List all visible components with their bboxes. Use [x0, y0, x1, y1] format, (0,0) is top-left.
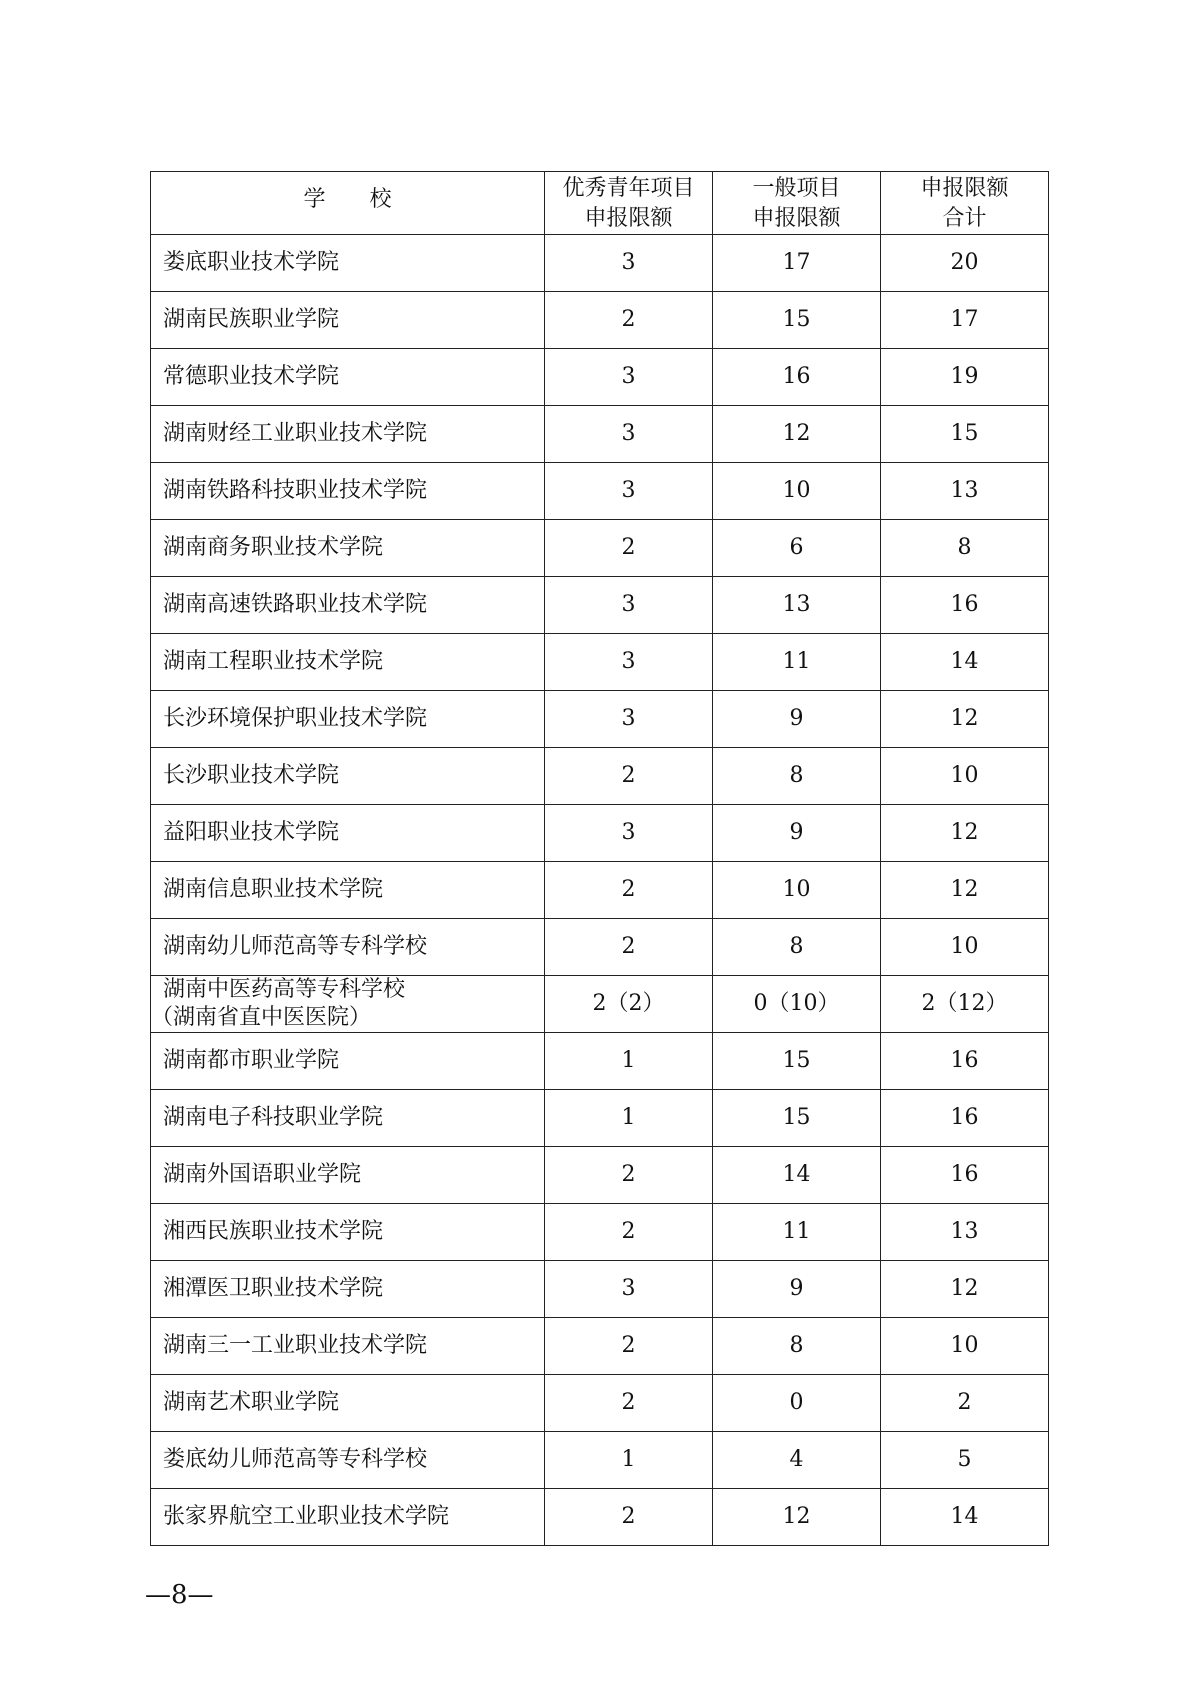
excellent-quota-cell: 2	[545, 292, 713, 349]
total-quota-cell: 5	[881, 1432, 1049, 1489]
total-quota-cell: 17	[881, 292, 1049, 349]
header-general-line1: 一般项目	[752, 176, 841, 201]
school-name-cell: 湖南商务职业技术学院	[151, 520, 545, 577]
school-name-cell: 湖南电子科技职业学院	[151, 1090, 545, 1147]
excellent-quota-cell: 3	[545, 349, 713, 406]
table-row	[151, 862, 1049, 919]
general-quota-cell: 8	[713, 748, 881, 805]
table-row	[151, 805, 1049, 862]
general-quota-cell: 9	[713, 805, 881, 862]
header-excellent	[545, 172, 713, 235]
total-quota-cell: 8	[881, 520, 1049, 577]
general-quota-cell: 10	[713, 862, 881, 919]
general-quota-cell: 4	[713, 1432, 881, 1489]
total-quota-cell: 15	[881, 406, 1049, 463]
excellent-quota-cell: 3	[545, 577, 713, 634]
table-row	[151, 691, 1049, 748]
header-excellent-line2: 申报限额	[584, 206, 673, 231]
general-quota-cell: 12	[713, 406, 881, 463]
general-quota-cell: 6	[713, 520, 881, 577]
school-name-cell: 娄底职业技术学院	[151, 235, 545, 292]
excellent-quota-cell: 3	[545, 634, 713, 691]
school-name-cell: 湘潭医卫职业技术学院	[151, 1261, 545, 1318]
total-quota-cell: 12	[881, 691, 1049, 748]
header-row	[151, 172, 1049, 235]
total-quota-cell: 12	[881, 862, 1049, 919]
general-quota-cell: 9	[713, 691, 881, 748]
school-name-cell: 湘西民族职业技术学院	[151, 1204, 545, 1261]
excellent-quota-cell: 2（2）	[545, 976, 713, 1033]
excellent-quota-cell: 1	[545, 1090, 713, 1147]
school-name-cell: 湖南外国语职业学院	[151, 1147, 545, 1204]
excellent-quota-cell: 3	[545, 691, 713, 748]
general-quota-cell: 0（10）	[713, 976, 881, 1033]
general-quota-cell: 10	[713, 463, 881, 520]
excellent-quota-cell: 3	[545, 235, 713, 292]
header-total-line1: 申报限额	[920, 176, 1009, 201]
table-row	[151, 1147, 1049, 1204]
total-quota-cell: 13	[881, 463, 1049, 520]
table-row	[151, 292, 1049, 349]
total-quota-cell: 10	[881, 748, 1049, 805]
general-quota-cell: 8	[713, 1318, 881, 1375]
excellent-quota-cell: 2	[545, 1204, 713, 1261]
school-name-cell: 湖南铁路科技职业技术学院	[151, 463, 545, 520]
school-name: 湖南中医药高等专科学校	[163, 977, 406, 1002]
header-general	[713, 172, 881, 235]
total-quota-cell: 10	[881, 919, 1049, 976]
general-quota-cell: 16	[713, 349, 881, 406]
excellent-quota-cell: 2	[545, 748, 713, 805]
table-row	[151, 406, 1049, 463]
total-quota-cell: 16	[881, 577, 1049, 634]
school-name-cell: 常德职业技术学院	[151, 349, 545, 406]
total-quota-cell: 2（12）	[881, 976, 1049, 1033]
excellent-quota-cell: 1	[545, 1432, 713, 1489]
general-quota-cell: 8	[713, 919, 881, 976]
total-quota-cell: 14	[881, 1489, 1049, 1546]
table-header	[151, 172, 1049, 235]
total-quota-cell: 16	[881, 1033, 1049, 1090]
excellent-quota-cell: 1	[545, 1033, 713, 1090]
excellent-quota-cell: 2	[545, 1375, 713, 1432]
school-name-cell: 湖南信息职业技术学院	[151, 862, 545, 919]
header-general-line2: 申报限额	[752, 206, 841, 231]
table-row	[151, 1261, 1049, 1318]
table-row	[151, 748, 1049, 805]
general-quota-cell: 15	[713, 1033, 881, 1090]
header-school-label: 学 校	[303, 187, 392, 212]
table-row	[151, 919, 1049, 976]
table-row	[151, 1204, 1049, 1261]
general-quota-cell: 0	[713, 1375, 881, 1432]
school-name-cell: 长沙职业技术学院	[151, 748, 545, 805]
header-excellent-line1: 优秀青年项目	[562, 176, 695, 201]
total-quota-cell: 10	[881, 1318, 1049, 1375]
header-school	[151, 172, 545, 235]
general-quota-cell: 11	[713, 634, 881, 691]
school-name-cell: 湖南财经工业职业技术学院	[151, 406, 545, 463]
general-quota-cell: 9	[713, 1261, 881, 1318]
school-name-cell: 湖南幼儿师范高等专科学校	[151, 919, 545, 976]
table-row	[151, 577, 1049, 634]
table-row	[151, 976, 1049, 1033]
excellent-quota-cell: 3	[545, 406, 713, 463]
general-quota-cell: 14	[713, 1147, 881, 1204]
excellent-quota-cell: 2	[545, 520, 713, 577]
excellent-quota-cell: 3	[545, 463, 713, 520]
general-quota-cell: 15	[713, 1090, 881, 1147]
school-name-cell	[151, 976, 545, 1033]
total-quota-cell: 2	[881, 1375, 1049, 1432]
school-name-cell: 湖南三一工业职业技术学院	[151, 1318, 545, 1375]
table-row	[151, 1090, 1049, 1147]
page-number: —8—	[145, 1580, 214, 1610]
general-quota-cell: 12	[713, 1489, 881, 1546]
general-quota-cell: 11	[713, 1204, 881, 1261]
table-row	[151, 463, 1049, 520]
table-row	[151, 1318, 1049, 1375]
general-quota-cell: 17	[713, 235, 881, 292]
table-row	[151, 634, 1049, 691]
table-row	[151, 349, 1049, 406]
excellent-quota-cell: 2	[545, 1318, 713, 1375]
excellent-quota-cell: 2	[545, 919, 713, 976]
total-quota-cell: 12	[881, 1261, 1049, 1318]
quota-table	[150, 171, 1049, 1546]
header-total	[881, 172, 1049, 235]
header-total-line2: 合计	[942, 206, 987, 231]
excellent-quota-cell: 2	[545, 1147, 713, 1204]
total-quota-cell: 13	[881, 1204, 1049, 1261]
school-name-note: （湖南省直中医医院）	[151, 1005, 372, 1030]
school-name-cell: 娄底幼儿师范高等专科学校	[151, 1432, 545, 1489]
table-row	[151, 1432, 1049, 1489]
school-name-cell: 湖南都市职业学院	[151, 1033, 545, 1090]
school-name-cell: 益阳职业技术学院	[151, 805, 545, 862]
general-quota-cell: 13	[713, 577, 881, 634]
school-name-cell: 湖南艺术职业学院	[151, 1375, 545, 1432]
school-name-cell: 湖南高速铁路职业技术学院	[151, 577, 545, 634]
table-row	[151, 235, 1049, 292]
total-quota-cell: 16	[881, 1147, 1049, 1204]
table-row	[151, 1033, 1049, 1090]
excellent-quota-cell: 3	[545, 1261, 713, 1318]
total-quota-cell: 20	[881, 235, 1049, 292]
school-name-cell: 湖南民族职业学院	[151, 292, 545, 349]
excellent-quota-cell: 2	[545, 862, 713, 919]
total-quota-cell: 14	[881, 634, 1049, 691]
total-quota-cell: 12	[881, 805, 1049, 862]
total-quota-cell: 19	[881, 349, 1049, 406]
table-row	[151, 1375, 1049, 1432]
table-row	[151, 520, 1049, 577]
total-quota-cell: 16	[881, 1090, 1049, 1147]
school-name-cell: 湖南工程职业技术学院	[151, 634, 545, 691]
general-quota-cell: 15	[713, 292, 881, 349]
school-name-cell: 长沙环境保护职业技术学院	[151, 691, 545, 748]
excellent-quota-cell: 2	[545, 1489, 713, 1546]
school-name-cell: 张家界航空工业职业技术学院	[151, 1489, 545, 1546]
table-row	[151, 1489, 1049, 1546]
table-body	[151, 235, 1049, 1546]
excellent-quota-cell: 3	[545, 805, 713, 862]
